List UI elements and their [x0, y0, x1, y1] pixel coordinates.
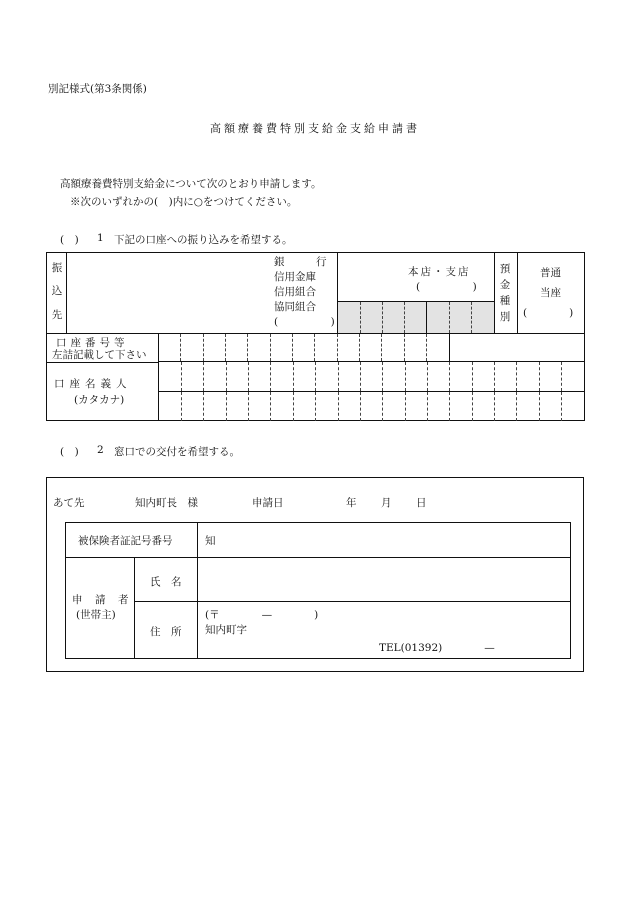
deposit-toza[interactable]: 当座	[540, 287, 561, 299]
deposit-char-2: 金	[499, 279, 511, 291]
name-label: 氏 名	[150, 576, 182, 588]
insured-number-field[interactable]: 知	[205, 535, 216, 547]
account-holder-label: 口座名義人	[54, 378, 132, 390]
bank-type-paren: ( )	[274, 316, 335, 328]
account-number-note: 左詰記載して下さい	[52, 349, 147, 361]
deposit-char-3: 種	[499, 295, 511, 307]
deposit-char-1: 預	[499, 263, 511, 275]
bank-type-kyodo[interactable]: 協同組合	[274, 301, 316, 313]
branch-label: 本店・支店	[408, 266, 471, 278]
bank-type-ginko[interactable]: 銀 行	[274, 256, 327, 268]
instruction-text: ※次のいずれかの( )内に○をつけてください。	[70, 196, 298, 208]
bank-type-shinkin[interactable]: 信用金庫	[274, 271, 316, 283]
addressee-label: あて先	[53, 497, 85, 509]
applicant-note: (世帯主)	[76, 609, 116, 621]
branch-code-cells[interactable]	[427, 302, 494, 333]
account-number-label: 口座番号等	[56, 337, 129, 349]
option2-text: 窓口での交付を希望する。	[114, 446, 240, 458]
tel-field[interactable]: TEL(01392) —	[379, 642, 495, 654]
option2-checkbox[interactable]: ( )	[60, 446, 79, 458]
date-day: 日	[416, 497, 427, 509]
branch-paren: ( )	[416, 281, 477, 293]
furikomi-char-2: 込	[51, 285, 63, 297]
name-field[interactable]	[200, 560, 568, 600]
addressee-value: 知内町長 様	[135, 497, 198, 509]
deposit-futsu[interactable]: 普通	[540, 267, 561, 279]
applicant-label: 申 請 者	[72, 594, 130, 606]
deposit-paren: ( )	[523, 307, 574, 319]
application-date-label: 申請日	[252, 497, 284, 509]
form-title: 高額療養費特別支給金支給申請書	[210, 122, 420, 135]
postal-code-field[interactable]: (〒 — )	[205, 609, 319, 621]
account-holder-note: (カタカナ)	[74, 394, 125, 406]
option1-checkbox[interactable]: ( )	[60, 234, 79, 246]
option1-text: 下記の口座への振り込みを希望する。	[114, 234, 293, 246]
date-year: 年	[346, 497, 357, 509]
deposit-char-4: 別	[499, 311, 511, 323]
bank-type-shinkumi[interactable]: 信用組合	[274, 286, 316, 298]
address-field[interactable]: 知内町字	[205, 624, 247, 636]
address-label: 住 所	[150, 626, 182, 638]
intro-text: 高額療養費特別支給金について次のとおり申請します。	[60, 178, 322, 190]
option2-number: 2	[97, 444, 104, 456]
form-reference: 別記様式(第3条関係)	[48, 83, 147, 95]
date-month: 月	[381, 497, 392, 509]
furikomi-char-1: 振	[51, 262, 63, 274]
furikomi-char-3: 先	[51, 309, 63, 321]
option1-number: 1	[97, 232, 104, 244]
insured-number-label: 被保険者証記号番号	[78, 535, 173, 547]
